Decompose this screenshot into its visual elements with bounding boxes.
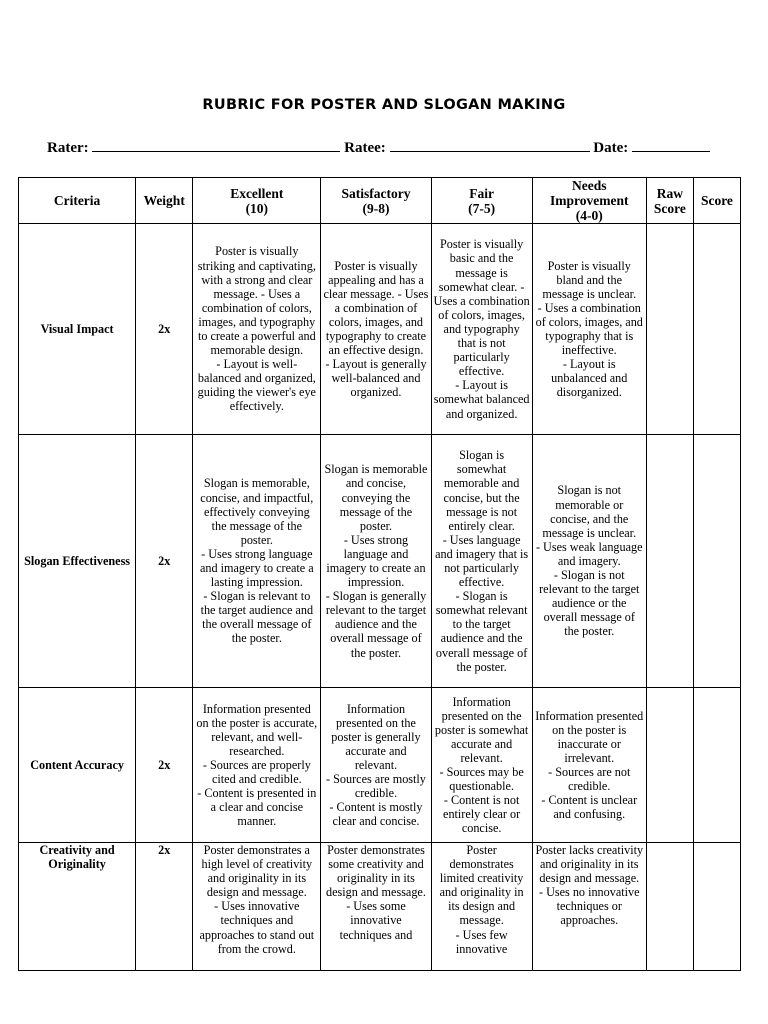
fair-cell: Information presented on the poster is somewhat accurate and relevant. - Sources may be questionable. - Content is not entirely clear or concise. bbox=[431, 688, 532, 843]
date-blank[interactable] bbox=[632, 137, 710, 152]
excellent-cell: Poster is visually striking and captivating, with a strong and clear message. - Uses a combination of colors, images, and typography to create a powerful and memorable design. - Layout is well-balanced and organized, guiding the viewer's eye effectively. bbox=[193, 224, 321, 435]
weight-header: Weight bbox=[136, 178, 193, 224]
needs-improvement-cell: Slogan is not memorable or concise, and the message is unclear. - Uses weak language and imagery. - Slogan is not relevant to the target audience or the overall message of the poster. bbox=[532, 435, 646, 688]
score-cell[interactable] bbox=[693, 688, 740, 843]
needs-improvement-cell: Information presented on the poster is inaccurate or irrelevant. - Sources are not credible. - Content is unclear and confusing. bbox=[532, 688, 646, 843]
needs-improvement-cell: Poster lacks creativity and originality in its design and message. - Uses no innovative techniques or approaches. bbox=[532, 843, 646, 971]
excellent-header: Excellent (10) bbox=[193, 178, 321, 224]
rater-label: Rater: bbox=[47, 140, 89, 156]
satisfactory-header: Satisfactory (9-8) bbox=[321, 178, 431, 224]
table-row bbox=[19, 688, 741, 843]
fair-cell: Poster demonstrates limited creativity and originality in its design and message. - Uses few innovative bbox=[431, 843, 532, 971]
score-cell[interactable] bbox=[693, 224, 740, 435]
weight-cell: 2x bbox=[136, 435, 193, 688]
excellent-cell: Poster demonstrates a high level of creativity and originality in its design and message. - Uses innovative techniques and approaches to stand out from the crowd. bbox=[193, 843, 321, 971]
raw-score-header: Raw Score bbox=[646, 178, 693, 224]
table-row bbox=[19, 224, 741, 435]
table-row bbox=[19, 435, 741, 688]
rater-blank[interactable] bbox=[92, 137, 340, 152]
criteria-cell: Visual Impact bbox=[19, 224, 136, 435]
header-row bbox=[19, 178, 741, 224]
ratee-label: Ratee: bbox=[344, 140, 386, 156]
criteria-cell: Creativity and Originality bbox=[19, 843, 136, 971]
satisfactory-cell: Slogan is memorable and concise, conveying the message of the poster. - Uses strong language and imagery to create an impression. - Slogan is generally relevant to the target audience and the overall message of the poster. bbox=[321, 435, 431, 688]
table-row bbox=[19, 843, 741, 971]
fair-header: Fair (7-5) bbox=[431, 178, 532, 224]
rubric-table bbox=[18, 177, 741, 971]
weight-cell: 2x bbox=[136, 843, 193, 971]
date-label: Date: bbox=[593, 140, 629, 156]
rater-line bbox=[47, 137, 710, 157]
satisfactory-cell: Poster is visually appealing and has a clear message. - Uses a combination of colors, images, and typography to create an effective design. - Layout is generally well-balanced and organized. bbox=[321, 224, 431, 435]
criteria-cell: Slogan Effectiveness bbox=[19, 435, 136, 688]
score-cell[interactable] bbox=[693, 843, 740, 971]
page-title: RUBRIC FOR POSTER AND SLOGAN MAKING bbox=[202, 97, 566, 113]
raw-score-cell[interactable] bbox=[646, 843, 693, 971]
score-cell[interactable] bbox=[693, 435, 740, 688]
excellent-cell: Slogan is memorable, concise, and impactful, effectively conveying the message of the poster. - Uses strong language and imagery to create a lasting impression. - Slogan is relevant to the target audience and the overall message of the poster. bbox=[193, 435, 321, 688]
score-header: Score bbox=[693, 178, 740, 224]
satisfactory-cell: Poster demonstrates some creativity and originality in its design and message. - Uses some innovative techniques and bbox=[321, 843, 431, 971]
excellent-cell: Information presented on the poster is accurate, relevant, and well-researched. - Sources are properly cited and credible. - Content is presented in a clear and concise manner. bbox=[193, 688, 321, 843]
weight-cell: 2x bbox=[136, 224, 193, 435]
needs-improvement-cell: Poster is visually bland and the message is unclear. - Uses a combination of colors, images, and typography that is ineffective. - Layout is unbalanced and disorganized. bbox=[532, 224, 646, 435]
criteria-header: Criteria bbox=[19, 178, 136, 224]
fair-cell: Slogan is somewhat memorable and concise, but the message is not entirely clear. - Uses language and imagery that is not particularly effective. - Slogan is somewhat relevant to the target audience and the overall message of the poster. bbox=[431, 435, 532, 688]
raw-score-cell[interactable] bbox=[646, 435, 693, 688]
needs-improvement-header: Needs Improvement (4-0) bbox=[532, 178, 646, 224]
criteria-cell: Content Accuracy bbox=[19, 688, 136, 843]
raw-score-cell[interactable] bbox=[646, 688, 693, 843]
weight-cell: 2x bbox=[136, 688, 193, 843]
fair-cell: Poster is visually basic and the message is somewhat clear. - Uses a combination of colors, images, and typography that is not particularly effective. - Layout is somewhat balanced and organized. bbox=[431, 224, 532, 435]
raw-score-cell[interactable] bbox=[646, 224, 693, 435]
ratee-blank[interactable] bbox=[390, 137, 590, 152]
satisfactory-cell: Information presented on the poster is generally accurate and relevant. - Sources are mostly credible. - Content is mostly clear and concise. bbox=[321, 688, 431, 843]
